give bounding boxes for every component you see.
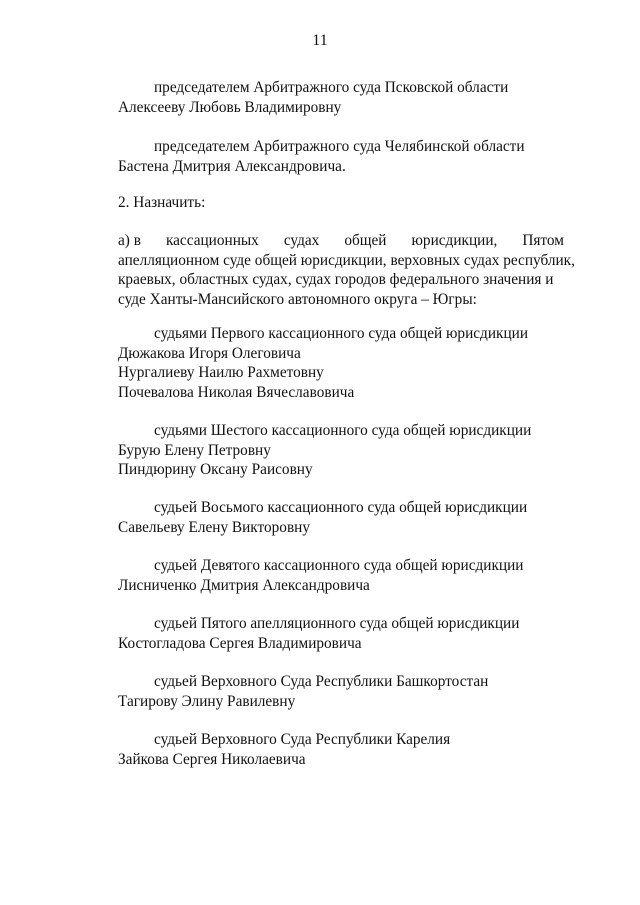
intro-line-4: суде Ханты-Мансийского автономного округа – Югры: xyxy=(118,290,477,308)
intro-line-3: краевых, областных судах, судах городов федерального значения и xyxy=(118,271,554,289)
section-2-label: 2. Назначить: xyxy=(118,194,206,211)
person-name: Нургалиеву Наилю Рахметовну xyxy=(118,364,324,382)
person-name: Бастена Дмитрия Александровича. xyxy=(118,157,346,175)
person-name: Бурую Елену Петровну xyxy=(118,441,271,459)
paragraph-pskov-chair xyxy=(118,78,564,117)
person-name: Пиндюрину Оксану Раисовну xyxy=(118,461,313,479)
paragraph-first-cassation xyxy=(118,324,564,402)
role-line: судьей Верховного Суда Республики Карелия xyxy=(154,731,451,748)
role-line: судьями Первого кассационного суда общей юрисдикции xyxy=(154,325,529,342)
intro-word: юрисдикции, xyxy=(411,232,498,249)
section-heading-appoint xyxy=(118,193,564,213)
paragraph-sixth-cassation xyxy=(118,421,564,480)
role-line: судьей Верховного Суда Республики Башкортостан xyxy=(154,673,489,690)
role-line: председателем Арбитражного суда Челябинской области xyxy=(154,138,525,155)
paragraph-karelia xyxy=(118,730,564,769)
intro-line-2: апелляционном суде общей юрисдикции, верховных судах республик, xyxy=(118,251,575,269)
paragraph-chelyabinsk-chair xyxy=(118,137,564,176)
intro-word: кассационных xyxy=(165,232,259,249)
intro-first-line xyxy=(118,231,564,251)
person-name: Зайкова Сергея Николаевича xyxy=(118,750,306,768)
role-line: судьей Девятого кассационного суда общей юрисдикции xyxy=(154,557,524,574)
intro-word: общей xyxy=(344,232,387,249)
paragraph-ninth-cassation xyxy=(118,556,564,595)
role-line: судьей Восьмого кассационного суда общей юрисдикции xyxy=(154,499,528,516)
person-name: Дюжакова Игоря Олеговича xyxy=(118,344,301,362)
intro-word: Пятом xyxy=(522,232,564,249)
intro-word: а) в xyxy=(118,232,141,249)
intro-word: судах xyxy=(283,232,320,249)
page-number: 11 xyxy=(312,32,328,49)
role-line: судьями Шестого кассационного суда общей юрисдикции xyxy=(154,422,532,439)
role-line: председателем Арбитражного суда Псковской области xyxy=(154,79,509,96)
paragraph-bashkortostan xyxy=(118,672,564,711)
paragraph-eighth-cassation xyxy=(118,498,564,537)
person-name: Лисниченко Дмитрия Александровича xyxy=(118,576,370,594)
person-name: Костогладова Сергея Владимировича xyxy=(118,634,362,652)
paragraph-intro xyxy=(118,231,575,309)
person-name: Почевалова Николая Вячеславовича xyxy=(118,383,355,401)
person-name: Савельеву Елену Викторовну xyxy=(118,518,311,536)
paragraph-fifth-appellate xyxy=(118,614,564,653)
person-name: Тагирову Элину Равилевну xyxy=(118,692,296,710)
role-line: судьей Пятого апелляционного суда общей юрисдикции xyxy=(154,615,520,632)
person-name: Алексееву Любовь Владимировну xyxy=(118,98,342,116)
